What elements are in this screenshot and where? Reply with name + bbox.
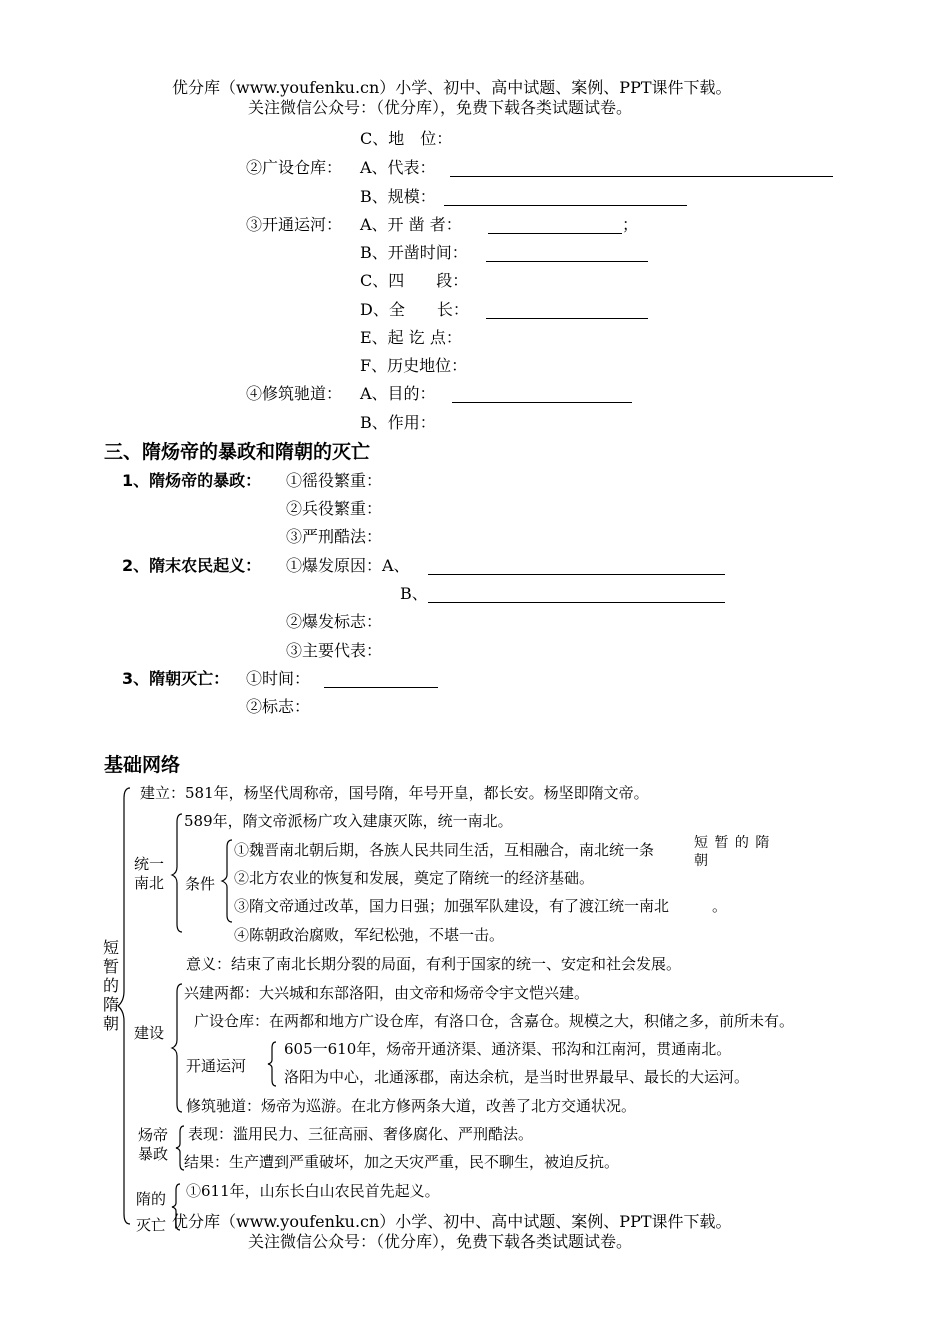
uprising-cause-b: B、	[400, 584, 428, 603]
fall-time: ①时间：	[246, 669, 311, 688]
condition-1: ①魏晋南北朝后期，各族人民共同生活，互相融合，南北统一条	[234, 841, 655, 859]
canal-builder-end: ；	[622, 215, 639, 234]
condition-2: ②北方农业的恢复和发展，奠定了隋统一的经济基础。	[234, 869, 595, 887]
fall-time-blank[interactable]	[324, 687, 438, 688]
header-line-2: 关注微信公众号：（优分库），免费下载各类试题试卷。	[248, 98, 633, 117]
granary-label: ②广设仓库：	[246, 158, 343, 177]
granary-representative: A、代表：	[360, 158, 436, 177]
footer-line-1: 优分库（www.youfenku.cn）小学、初中、高中试题、案例、PPT课件下载。	[172, 1212, 732, 1231]
canal-length: D、全 长：	[360, 300, 469, 319]
uprising-leaders: ③主要代表：	[286, 641, 383, 660]
status-item: C、地 位：	[360, 129, 453, 148]
unify-event: 589年，隋文帝派杨广攻入建康灭陈，统一南北。	[184, 812, 513, 830]
canal-label: ③开通运河：	[246, 215, 343, 234]
header-line-1: 优分库（www.youfenku.cn）小学、初中、高中试题、案例、PPT课件下载。	[172, 78, 732, 97]
tyranny-item-2: ②兵役繁重：	[286, 499, 383, 518]
canal-sections: C、四 段：	[360, 271, 469, 290]
granary-scale-blank[interactable]	[444, 205, 687, 206]
canal-time-blank[interactable]	[486, 261, 648, 262]
root-bracket	[118, 786, 138, 1226]
tyranny-network-label: 炀帝暴政	[138, 1126, 169, 1163]
condition-3-end: 。	[712, 897, 728, 915]
fall-detail-1: ①611年，山东长白山农民首先起义。	[186, 1182, 440, 1200]
road-label: ④修筑驰道：	[246, 384, 343, 403]
tyranny-item-3: ③严刑酷法：	[286, 527, 383, 546]
uprising-sign: ②爆发标志：	[286, 612, 383, 631]
build-label: 建设	[134, 1024, 165, 1042]
canal-endpoints: E、起 讫 点：	[360, 328, 462, 347]
canal-builder-blank[interactable]	[488, 233, 622, 234]
fall-sign: ②标志：	[246, 697, 311, 716]
canal-detail-2: 洛阳为中心，北通涿郡，南达余杭，是当时世界最早、最长的大运河。	[284, 1068, 750, 1086]
canal-bracket	[268, 1040, 280, 1088]
canal-network-label: 开通运河	[186, 1057, 247, 1075]
roads: 修筑驰道：炀帝为巡游。在北方修两条大道，改善了北方交通状况。	[186, 1097, 637, 1115]
root-label: 短暂的隋朝	[102, 938, 119, 1033]
establish-text: 建立：581年，杨坚代周称帝，国号隋，年号开皇，都长安。杨坚即隋文帝。	[140, 784, 649, 802]
network-title: 基础网络	[104, 754, 181, 776]
canal-time: B、开凿时间：	[360, 243, 468, 262]
road-purpose: A、目的：	[360, 384, 436, 403]
canal-detail-1: 605一610年，炀帝开通济渠、通济渠、邗沟和江南河，贯通南北。	[284, 1040, 732, 1058]
two-capitals: 兴建两都：大兴城和东部洛阳，由文帝和炀帝令宇文恺兴建。	[184, 984, 590, 1002]
footer-line-2: 关注微信公众号：（优分库），免费下载各类试题试卷。	[248, 1232, 633, 1251]
canal-length-blank[interactable]	[486, 318, 648, 319]
unify-label: 统一南北	[134, 855, 165, 892]
granaries: 广设仓库：在两都和地方广设仓库，有洛口仓，含嘉仓。规模之大，积储之多，前所未有。	[194, 1012, 795, 1030]
tyranny-show: 表现：滥用民力、三征高丽、奢侈腐化、严刑酷法。	[188, 1125, 534, 1143]
condition-1-overlay: 短 暂 的 隋 朝	[694, 835, 771, 869]
fall-label: 3、隋朝灭亡：	[122, 669, 230, 688]
uprising-label: 2、隋末农民起义：	[122, 556, 262, 575]
section-3-title: 三、隋炀帝的暴政和隋朝的灭亡	[104, 441, 371, 463]
granary-representative-blank[interactable]	[450, 176, 833, 177]
uprising-cause-b-blank[interactable]	[428, 602, 725, 603]
condition-3: ③隋文帝通过改革，国力日强；加强军队建设，有了渡江统一南北	[234, 897, 670, 915]
fall-network-label: 隋的灭亡	[136, 1190, 167, 1234]
tyranny-label: 1、隋炀帝的暴政：	[122, 471, 262, 490]
road-effect: B、作用：	[360, 413, 436, 432]
tyranny-result: 结果：生产遭到严重破坏，加之天灾严重，民不聊生，被迫反抗。	[184, 1153, 620, 1171]
condition-4: ④陈朝政治腐败，军纪松弛，不堪一击。	[234, 926, 505, 944]
uprising-cause: ①爆发原因：A、	[286, 556, 410, 575]
conditions-label: 条件	[185, 875, 216, 893]
canal-builder: A、开 凿 者：	[360, 215, 462, 234]
canal-status: F、历史地位：	[360, 356, 468, 375]
significance: 意义：结束了南北长期分裂的局面，有利于国家的统一、安定和社会发展。	[186, 955, 682, 973]
road-purpose-blank[interactable]	[452, 402, 632, 403]
granary-scale: B、规模：	[360, 187, 436, 206]
uprising-cause-a-blank[interactable]	[428, 574, 725, 575]
tyranny-item-1: ①徭役繁重：	[286, 471, 383, 490]
